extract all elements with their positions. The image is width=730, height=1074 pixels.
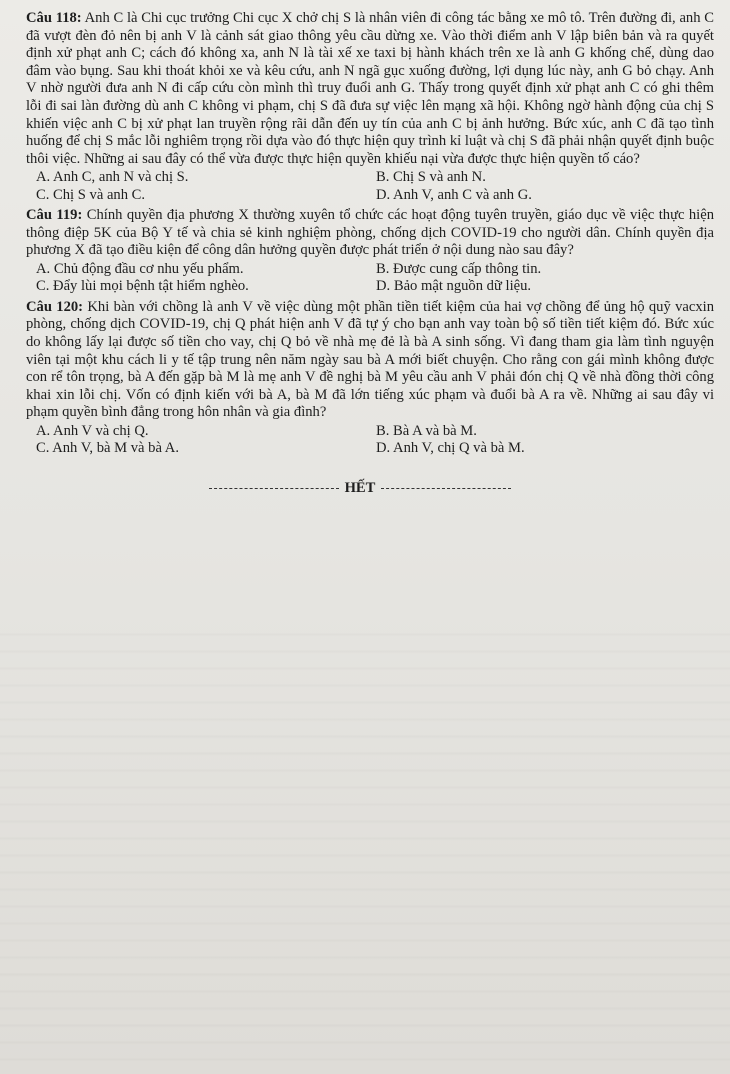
option-b[interactable]: B. Được cung cấp thông tin.	[376, 260, 542, 277]
end-text: HẾT	[344, 479, 376, 496]
question-label: Câu 120:	[26, 298, 84, 315]
option-d[interactable]: D. Anh V, chị Q và bà M.	[376, 440, 525, 457]
question-118	[26, 10, 714, 168]
question-label: Câu 118:	[26, 10, 82, 26]
option-d[interactable]: D. Anh V, anh C và anh G.	[376, 186, 532, 203]
option-c[interactable]: C. Anh V, bà M và bà A.	[36, 440, 179, 457]
option-b[interactable]: B. Bà A và bà M.	[376, 422, 477, 439]
option-b[interactable]: B. Chị S và anh N.	[376, 169, 486, 186]
divider	[209, 488, 339, 489]
option-a[interactable]: A. Anh C, anh N và chị S.	[36, 169, 189, 186]
answer-options	[26, 169, 714, 204]
divider	[381, 488, 511, 489]
option-a[interactable]: A. Chủ động đầu cơ nhu yếu phẩm.	[36, 260, 244, 277]
question-120	[26, 299, 714, 422]
question-text: Khi bàn với chồng là anh V về việc dùng một phần tiền tiết kiệm của hai vợ chồng để ủng hộ quỹ vacxin phòng, chống dịch COVID-19, chị Q phát hiện anh V đã tự ý cho bạn anh vay toàn bộ số tiền tiết kiệm đó. Bức xúc do không lấy lại được số tiền cho vay, chị Q bỏ về nhà mẹ đẻ là bà A sinh sống. Vì đang tham gia làm tình nguyện viên tại một khu cách li y tế tập trung nên năm ngày sau bà A mới biết chuyện. Cho rằng con gái mình không được con rể tôn trọng, bà A đến gặp bà M là mẹ anh V đề nghị bà M yêu cầu anh V phải đón chị Q về nhà đồng thời công khai xin lỗi chị. Vốn có định kiến với bà A, bà M đã lớn tiếng xúc phạm và đuổi bà A ra về. Những ai sau đây vi phạm quyền bình đẳng trong hôn nhân và gia đình?	[26, 298, 714, 421]
option-a[interactable]: A. Anh V và chị Q.	[36, 422, 149, 439]
show-through-texture	[0, 620, 730, 1074]
question-label: Câu 119:	[26, 207, 83, 224]
question-text: Anh C là Chi cục trưởng Chi cục X chở chị S là nhân viên đi công tác bằng xe mô tô. Trên đường đi, anh C đã vượt đèn đỏ nên bị anh V là cảnh sát giao thông yêu cầu dừng xe. Vào thời điểm anh V lập biên bản và ra quyết định xử phạt anh C; cách đó không xa, anh N là tài xế xe taxi bị hành khách trên xe là anh G khống chế, dùng dao đâm vào bụng. Sau khi thoát khỏi xe và kêu cứu, anh N ngã gục xuống đường, lợi dụng lúc này, anh G bỏ chạy. Anh V nhờ người đưa anh N đi cấp cứu còn mình thì truy đuổi anh G. Thấy trong quyết định xử phạt anh C có ghi thêm lỗi đi sai làn đường dù anh C không vi phạm, chị S đã đưa sự việc lên mạng xã hội. Không ngờ hành động của chị S khiến việc anh C bị xử phạt lan truyền rộng rãi dẫn đến uy tín của anh C bị ảnh hưởng. Bức xúc, anh C đã tạo tình huống để chị S mắc lỗi nghiêm trọng rồi dựa vào đó thực hiện quy trình kỉ luật và chị S đã phải nhận quyết định buộc thôi việc. Những ai sau đây có thể vừa được thực hiện quyền khiếu nại vừa được thực hiện quyền tố cáo?	[26, 10, 715, 167]
option-d[interactable]: D. Bảo mật nguồn dữ liệu.	[376, 278, 532, 295]
end-marker	[6, 480, 714, 497]
answer-options	[26, 261, 714, 296]
option-c[interactable]: C. Đẩy lùi mọi bệnh tật hiểm nghèo.	[36, 278, 249, 295]
question-text: Chính quyền địa phương X thường xuyên tổ chức các hoạt động tuyên truyền, giáo dục về việc thực hiện thông điệp 5K của Bộ Y tế và chia sẻ kinh nghiệm phòng, chống dịch COVID-19 cho người dân. Chính quyền địa phương X đã tạo điều kiện để công dân hưởng quyền được phát triển ở nội dung nào sau đây?	[26, 207, 715, 259]
option-c[interactable]: C. Chị S và anh C.	[36, 186, 146, 203]
answer-options	[26, 423, 714, 458]
question-119	[26, 207, 714, 260]
